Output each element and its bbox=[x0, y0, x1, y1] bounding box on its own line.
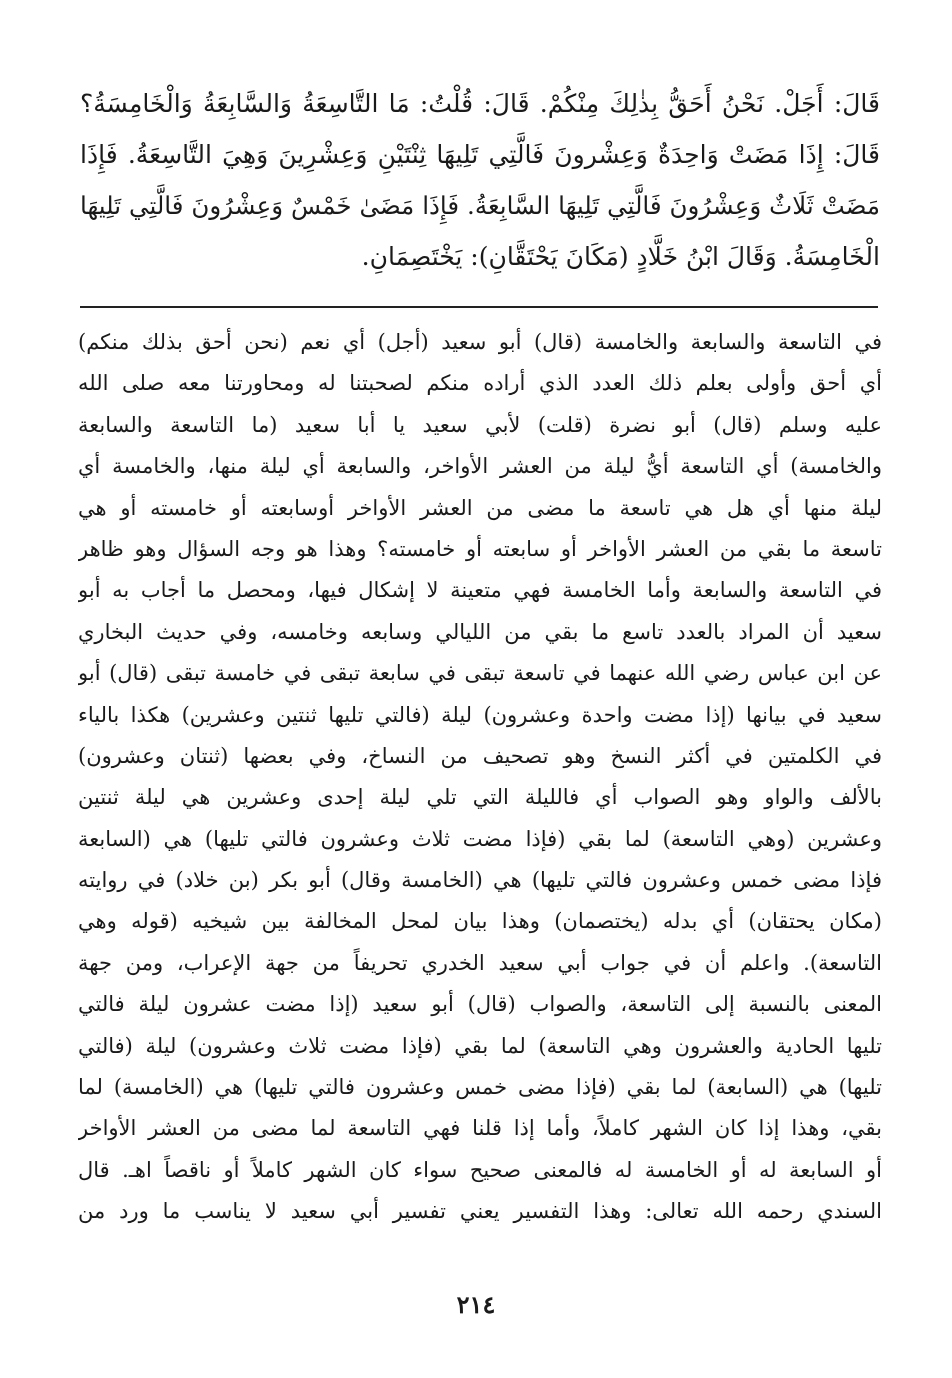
hadith-line: مَضَتْ ثَلَاثٌ وَعِشْرُونَ فَالَّتِي تَلِيهَا السَّابِعَةُ. فَإِذَا مَضَىٰ خَمْسٌ وَعِشْرُونَ فَالَّتِي تَلِيهَا bbox=[80, 191, 880, 220]
commentary-line: تاسعة ما بقي من العشر الأواخر أو سابعته أو خامسته؟ وهذا هو وجه السؤال وهو ظاهر bbox=[78, 536, 882, 561]
commentary-line: في التاسعة والسابعة والخامسة (قال) أبو سعيد (أجل) أي نعم (نحن أحق بذلك منكم) bbox=[78, 330, 882, 354]
commentary-line: بقي، وهذا إذا كان الشهر كاملاً، وأما إذا قلنا فهي التاسعة لما مضى من العشر الأواخر bbox=[78, 1116, 882, 1141]
commentary-line: والخامسة) أي التاسعة أيُّ ليلة من العشر الأواخر، والسابعة أي ليلة منها، والخامسة أي bbox=[78, 454, 882, 479]
commentary-line: تليها) هي (السابعة) لما بقي (فإذا مضى خمس وعشرون فالتي تليها) هي (الخامسة) لما bbox=[78, 1075, 882, 1100]
hadith-line: الْخَامِسَةُ. وَقَالَ ابْنُ خَلَّادٍ (مَكَانَ يَحْتَقَّانِ): يَخْتَصِمَانِ. bbox=[361, 242, 880, 271]
commentary-line: عن ابن عباس رضي الله عنهما في تاسعة تبقى في سابعة تبقى في خامسة تبقى (قال) أبو bbox=[78, 661, 882, 686]
commentary-line: سعيد أن المراد بالعدد تاسع ما بقي من الليالي وسابعه وخامسه، وفي حديث البخاري bbox=[78, 619, 882, 644]
hadith-line: قَالَ: أَجَلْ. نَحْنُ أَحَقُّ بِذٰلِكَ مِنْكُمْ. قَالَ: قُلْتُ: مَا التَّاسِعَةُ وَالسَّابِعَةُ وَالْخَامِسَةُ؟ bbox=[80, 89, 880, 118]
section-divider bbox=[80, 306, 878, 308]
commentary-line: التاسعة). واعلم أن في جواب أبي سعيد الخدري تحريفاً من جهة الإعراب، ومن جهة bbox=[78, 950, 882, 975]
commentary-line: المعنى بالنسبة إلى التاسعة، والصواب (قال) أبو سعيد (إذا مضت عشرون ليلة فالتي bbox=[78, 992, 882, 1017]
hadith-line: قَالَ: إِذَا مَضَتْ وَاحِدَةٌ وَعِشْرونَ فَالَّتِي تَلِيهَا ثِنْتَيْنِ وَعِشْرِينَ وَهِيَ التَّاسِعَةُ. فَإِذَا bbox=[80, 140, 880, 169]
commentary-line: أي أحق وأولى بعلم ذلك العدد الذي أراده منكم لصحبتنا له ومحاورتنا معه صلى الله bbox=[78, 371, 882, 396]
commentary-line: وعشرين (وهي التاسعة) لما بقي (فإذا مضت ثلاث وعشرون فالتي تليها) هي (السابعة bbox=[78, 826, 882, 851]
commentary-line: أو السابعة له أو الخامسة له فالمعنى صحيح سواء كان الشهر كاملاً أو ناقصاً اهـ. قال bbox=[78, 1157, 882, 1182]
commentary-line: السندي رحمه الله تعالى: وهذا التفسير يعني تفسير أبي سعيد لا يناسب ما ورد من bbox=[78, 1199, 882, 1224]
commentary-line: تليها الحادية والعشرون وهي التاسعة) لما بقي (فإذا مضت ثلاث وعشرون) ليلة (فالتي bbox=[78, 1033, 882, 1058]
commentary-line: بالألف والواو وهو الصواب أي فالليلة التي تلي ليلة إحدى وعشرين هي ليلة ثنتين bbox=[78, 785, 882, 810]
page-number: ٢١٤ bbox=[456, 1290, 496, 1319]
commentary-text-block bbox=[78, 322, 882, 1233]
commentary-line: فإذا مضى خمس وعشرون فالتي تليها) هي (الخامسة وقال) أبو بكر (بن خلاد) في روايته bbox=[78, 868, 882, 893]
commentary-line: ليلة منها أي هل هي تاسعة ما مضى من العشر الأواخر أوسابعته أو خامسته أو هي bbox=[78, 495, 882, 520]
commentary-line: في الكلمتين في أكثر النسخ وهو تصحيف من النساخ، وفي بعضها (ثنتان وعشرون) bbox=[78, 743, 882, 768]
commentary-line: في التاسعة والسابعة وأما الخامسة فهي متعينة لا إشكال فيها، ومحصل ما أجاب به أبو bbox=[78, 578, 882, 603]
commentary-line: (مكان يحتقان) أي بدله (يختصمان) وهذا بيان لمحل المخالفة بين شيخيه (قوله وهي bbox=[78, 909, 882, 934]
hadith-text-block bbox=[80, 78, 880, 282]
commentary-line: عليه وسلم (قال) أبو نضرة (قلت) لأبي سعيد يا أبا سعيد (ما التاسعة والسابعة bbox=[78, 412, 882, 437]
commentary-line: سعيد في بيانها (إذا مضت واحدة وعشرون) ليلة (فالتي تليها ثنتين وعشرين) هكذا بالياء bbox=[78, 702, 882, 727]
